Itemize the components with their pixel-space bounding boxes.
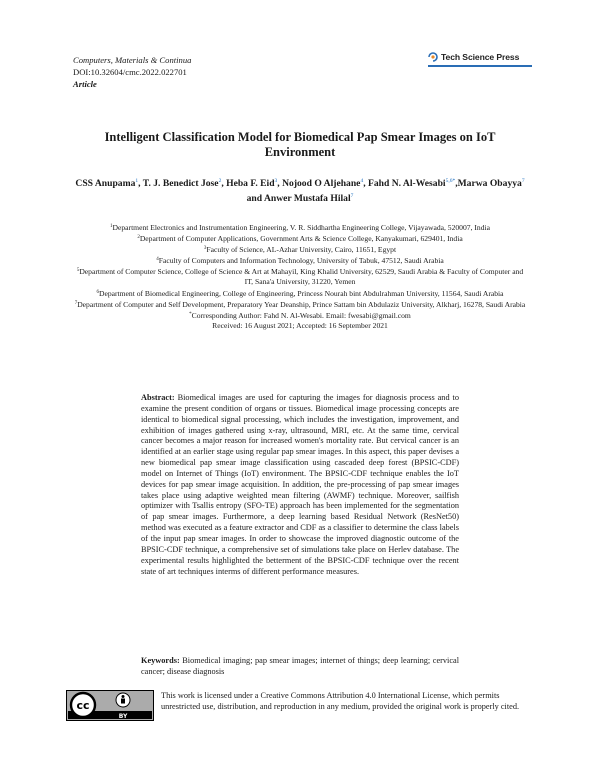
author-name: T. J. Benedict Jose — [142, 178, 219, 189]
affiliation-text: Department of Computer Science, College of Science & Art at Mahayil, King Khalid University, 62529, Saudi Arabia & Faculty of Computer and IT, Sana'a University, 31220, Yemen — [79, 267, 524, 287]
by-logo-text: BY — [118, 713, 128, 720]
abstract-text: Biomedical images are used for capturing the images for diagnosis process and to examine the present condition of organs or tissues. Biomedical image processing concepts are identical to biomedical signal processing, which includes the investigation, improvement, and exhibition of images gathered using x-ray, ultrasound, MRI, etc. At the same time, cervical cancer becomes a major reason for increased women's mortality rate. But cervical cancer is an identified at an earlier stage using regular pap smear images. In this aspect, this paper devises a new biomedical pap smear image classification using cascaded deep forest (BPSIC-CDF) model on Internet of Things (IoT) environment. The BPSIC-CDF technique enables the IoT devices for pap smear image acquisition. In addition, the pre-processing of pap smear images takes place using adaptive weighted mean filtering (AWMF) technique. Moreover, sailfish optimizer with Tsallis entropy (SFO-TE) approach has been implemented for the segmentation of pap smear images. Furthermore, a deep learning based Residual Network (ResNet50) method was executed as a feature extractor and CDF as a classifier to determine the class labels of the input pap smear images. In order to showcase the improved diagnostic outcome of the BPSIC-CDF technique, a comprehensive set of simulations take place on Herlev database. The experimental results highlighted the betterment of the BPSIC-CDF technique over the recent state of art techniques interms of different performance measures. — [141, 393, 459, 576]
author-name: Marwa Obayya — [457, 178, 522, 189]
publisher-divider — [428, 65, 532, 67]
author-name: Anwer Mustafa Hilal — [263, 193, 351, 204]
keywords-label: Keywords: — [141, 656, 180, 665]
author-name: Nojood O Aljehane — [282, 178, 361, 189]
cc-by-license-badge[interactable] — [66, 690, 154, 726]
affiliation-item — [73, 266, 527, 287]
author-list — [73, 175, 527, 205]
author-separator: , — [363, 178, 368, 189]
publisher-name: Tech Science Press — [441, 52, 520, 62]
cc-logo-text: cc — [76, 699, 90, 712]
author-separator: and — [246, 193, 264, 204]
author-name: CSS Anupama — [75, 178, 136, 189]
author-affiliation-marker: 7 — [521, 178, 525, 184]
author-separator: , — [221, 178, 227, 189]
affiliation-number: 6 — [96, 289, 99, 295]
affiliation-item — [73, 310, 527, 321]
affiliation-text: Department of Biomedical Engineering, College of Engineering, Princess Nourah bint Abdulrahman University, 11564, Saudi Arabia — [98, 288, 504, 298]
affiliation-item — [73, 233, 527, 244]
publisher-logo — [428, 52, 519, 62]
abstract — [141, 393, 459, 577]
affiliation-text: Faculty of Science, AL-Azhar University, Cairo, 11651, Egypt — [206, 245, 397, 255]
author-affiliation-marker: 3 — [274, 178, 278, 184]
author-affiliation-marker: 2 — [218, 178, 222, 184]
journal-header — [73, 54, 191, 90]
affiliation-item — [73, 299, 527, 310]
author-affiliation-marker: 5,6* — [445, 178, 456, 184]
affiliation-number: 5 — [76, 268, 80, 274]
article-type: Article — [73, 79, 97, 89]
received-accepted-dates: Received: 16 August 2021; Accepted: 16 September 2021 — [212, 320, 388, 330]
author-affiliation-marker: 4 — [360, 178, 364, 184]
keywords-text: Biomedical imaging; pap smear images; internet of things; deep learning; cervical cancer; disease diagnosis — [141, 656, 460, 676]
affiliation-number: 3 — [203, 246, 207, 252]
affiliation-number: 2 — [137, 235, 140, 241]
keywords — [141, 656, 459, 678]
journal-name: Computers, Materials & Continua — [73, 55, 192, 65]
affiliations — [73, 222, 527, 331]
author-name: Fahd N. Al-Wesabi — [368, 178, 446, 189]
affiliation-number: 1 — [110, 224, 113, 229]
affiliation-item — [73, 222, 527, 233]
tech-science-press-icon — [428, 52, 438, 62]
abstract-label: Abstract: — [141, 393, 175, 402]
license-text: This work is licensed under a Creative Commons Attribution 4.0 International License, which permits unrestricted use, distribution, and reproduction in any medium, provided the original work is properly cited. — [161, 691, 520, 711]
affiliation-text: Department Electronics and Instrumentation Engineering, V. R. Siddhartha Engineering College, Vijayawada, 520007, India — [112, 223, 490, 232]
author-name: Heba F. Eid — [226, 178, 275, 189]
affiliation-item — [73, 255, 527, 266]
author-separator: , — [455, 178, 458, 189]
affiliation-number: 7 — [74, 300, 78, 306]
affiliation-text: Department of Computer Applications, Government Arts & Science College, Kanyakumari, 629401, India — [139, 234, 463, 244]
author-separator: , — [277, 178, 283, 189]
author-separator: , — [138, 178, 143, 189]
affiliation-number: 4 — [156, 257, 159, 263]
author-affiliation-marker: 1 — [135, 178, 139, 184]
paper-title: Intelligent Classification Model for Biomedical Pap Smear Images on IoT Environment — [104, 130, 496, 159]
affiliation-text: Faculty of Computers and Information Technology, University of Tabuk, 47512, Saudi Arabia — [158, 256, 444, 266]
affiliation-number: * — [189, 311, 192, 317]
affiliation-item — [73, 288, 527, 299]
affiliation-text: Department of Computer and Self Development, Preparatory Year Deanship, Prince Sattam bin Abdulaziz University, Alkharj, 16278, Saudi Arabia — [77, 299, 526, 309]
affiliation-item — [73, 244, 527, 255]
author-affiliation-marker: 7 — [350, 193, 354, 199]
doi[interactable]: DOI:10.32604/cmc.2022.022701 — [73, 67, 187, 77]
affiliation-text: Corresponding Author: Fahd N. Al-Wesabi. Email: fwesabi@gmail.com — [191, 310, 411, 320]
